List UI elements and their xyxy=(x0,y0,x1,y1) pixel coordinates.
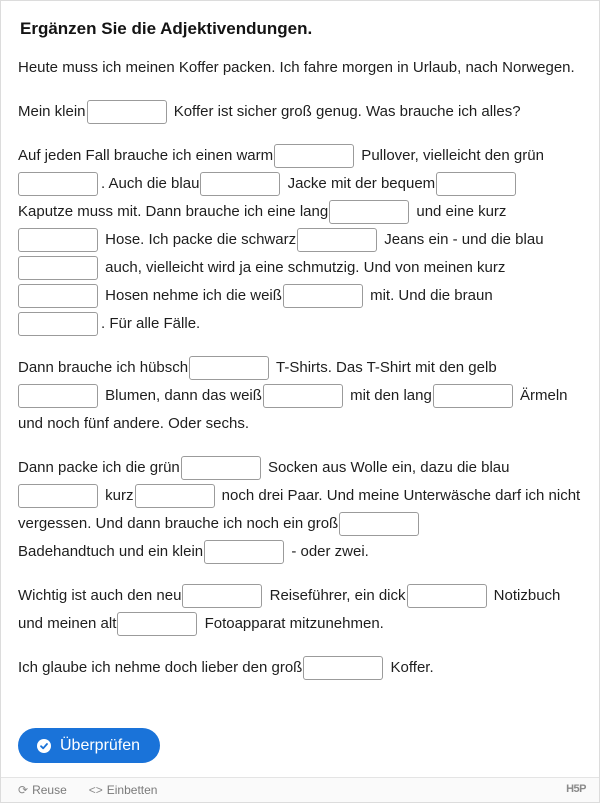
blank-input[interactable] xyxy=(87,100,167,124)
reuse-link[interactable] xyxy=(18,783,67,797)
text-segment: mit den lang xyxy=(345,387,432,404)
paragraph-2 xyxy=(18,82,582,126)
paragraph-7 xyxy=(18,638,582,682)
blank-input[interactable] xyxy=(18,484,98,508)
reuse-label: Reuse xyxy=(32,783,67,797)
text-segment: T-Shirts. Das T-Shirt mit den gelb xyxy=(272,359,497,376)
blank-input[interactable] xyxy=(297,228,377,252)
blank-input[interactable] xyxy=(200,172,280,196)
text-segment: Heute muss ich meinen Koffer packen. Ich fahre morgen in Urlaub, nach Norwegen. xyxy=(18,59,575,76)
blank-input[interactable] xyxy=(18,228,98,252)
text-segment: Dann packe ich die grün xyxy=(18,459,180,476)
paragraph-3 xyxy=(18,126,582,338)
text-segment: Badehandtuch und ein klein xyxy=(18,543,204,560)
embed-link[interactable] xyxy=(89,783,158,797)
blank-input[interactable] xyxy=(18,256,98,280)
paragraph-5 xyxy=(18,438,582,566)
text-segment: Jeans ein - und die blau xyxy=(380,231,544,248)
blank-input[interactable] xyxy=(189,356,269,380)
text-segment: mit. Und die braun xyxy=(365,287,493,304)
blank-input[interactable] xyxy=(263,384,343,408)
text-segment: - oder zwei. xyxy=(287,543,369,560)
text-segment: Notizbuch und meinen alt xyxy=(18,587,561,632)
text-segment: noch drei Paar. Und meine Unterwäsche darf ich nicht vergessen. Und dann brauche ich noch ein groß xyxy=(18,487,581,532)
blank-input[interactable] xyxy=(117,612,197,636)
text-segment: Reiseführer, ein dick xyxy=(265,587,406,604)
footer-bar xyxy=(1,777,599,802)
text-segment: Ich glaube ich nehme doch lieber den groß xyxy=(18,659,303,676)
blank-input[interactable] xyxy=(18,312,98,336)
blank-input[interactable] xyxy=(182,584,262,608)
embed-label: Einbetten xyxy=(106,783,158,797)
text-segment: Koffer ist sicher groß genug. Was brauche ich alles? xyxy=(169,103,521,120)
blank-input[interactable] xyxy=(436,172,516,196)
blank-input[interactable] xyxy=(135,484,215,508)
blank-input[interactable] xyxy=(181,456,261,480)
blank-input[interactable] xyxy=(274,144,354,168)
text-segment: Fotoapparat mitzunehmen. xyxy=(200,615,384,632)
text-segment: Auf jeden Fall brauche ich einen warm xyxy=(18,147,274,164)
blank-input[interactable] xyxy=(18,172,98,196)
blank-input[interactable] xyxy=(407,584,487,608)
text-segment: Pullover, vielleicht den grün xyxy=(357,147,544,164)
h5p-logo[interactable]: H5P xyxy=(566,783,586,795)
text-segment: . Für alle Fälle. xyxy=(101,315,201,332)
check-button[interactable] xyxy=(18,728,160,763)
text-segment: kurz xyxy=(101,487,134,504)
reuse-icon: ⟳ xyxy=(18,783,29,797)
text-segment: . Auch die blau xyxy=(101,175,200,192)
text-segment: Socken aus Wolle ein, dazu die blau xyxy=(263,459,510,476)
text-segment: Mein klein xyxy=(18,103,86,120)
text-segment: Blumen, dann das weiß xyxy=(101,387,262,404)
blank-input[interactable] xyxy=(433,384,513,408)
blank-input[interactable] xyxy=(204,540,284,564)
blank-input[interactable] xyxy=(18,284,98,308)
embed-icon: <> xyxy=(88,783,103,797)
text-segment: Ärmeln und noch fünf andere. Oder sechs. xyxy=(18,387,568,432)
text-segment: Wichtig ist auch den neu xyxy=(18,587,182,604)
blank-input[interactable] xyxy=(283,284,363,308)
blank-input[interactable] xyxy=(303,656,383,680)
text-segment: Hosen nehme ich die weiß xyxy=(101,287,282,304)
text-segment: Kaputze muss mit. Dann brauche ich eine lang xyxy=(18,203,329,220)
paragraph-4 xyxy=(18,338,582,438)
text-segment: Dann brauche ich hübsch xyxy=(18,359,189,376)
check-circle-icon xyxy=(37,739,51,753)
text-segment: Hose. Ich packe die schwarz xyxy=(101,231,297,248)
text-segment: Jacke mit der bequem xyxy=(283,175,436,192)
task-content xyxy=(1,1,599,682)
text-segment: auch, vielleicht wird ja eine schmutzig. Und von meinen kurz xyxy=(101,259,506,276)
text-segment: und eine kurz xyxy=(412,203,507,220)
blank-input[interactable] xyxy=(339,512,419,536)
blank-input[interactable] xyxy=(329,200,409,224)
task-title: Ergänzen Sie die Adjektivendungen. xyxy=(20,19,313,38)
paragraph-1 xyxy=(18,40,582,82)
blank-input[interactable] xyxy=(18,384,98,408)
paragraph-6 xyxy=(18,566,582,638)
text-segment: Koffer. xyxy=(386,659,434,676)
check-button-label: Überprüfen xyxy=(60,736,141,754)
